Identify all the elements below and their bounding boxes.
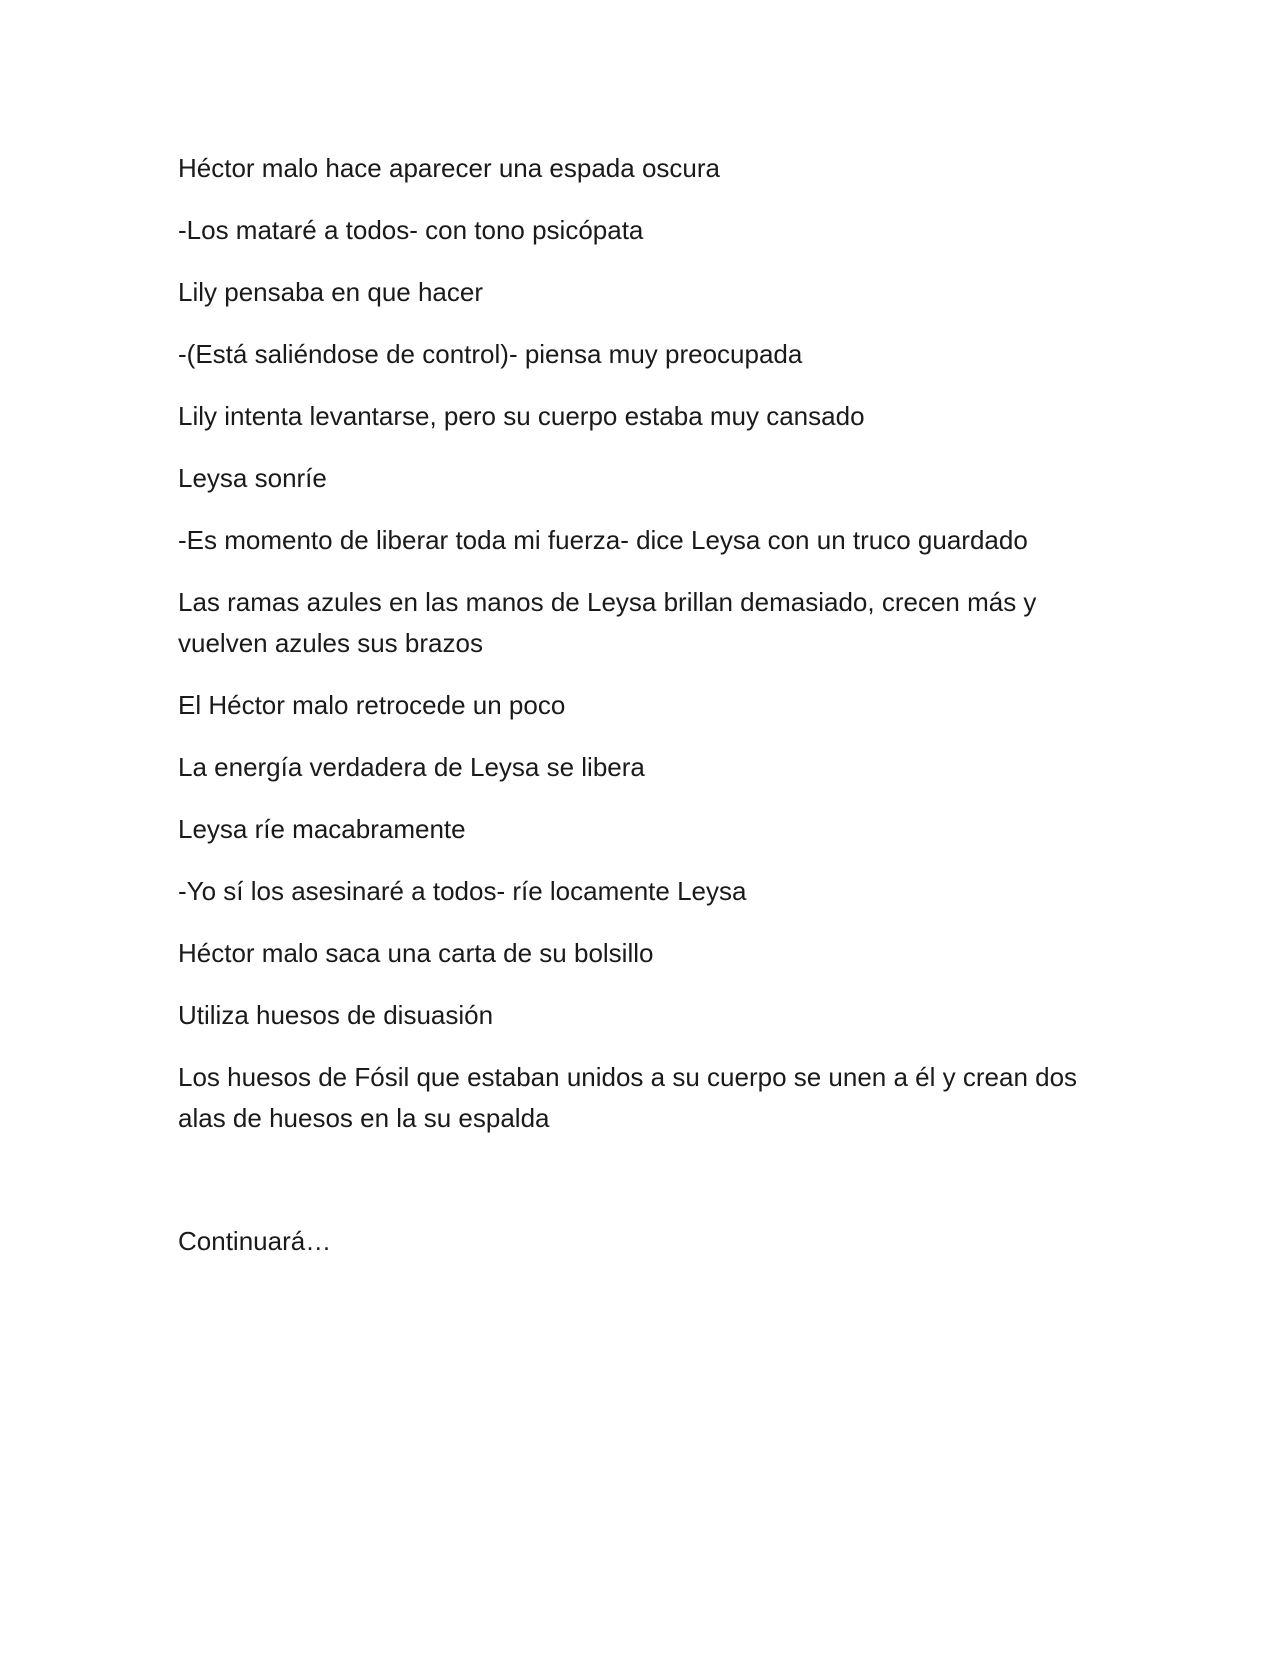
paragraph: Leysa sonríe: [178, 463, 327, 493]
paragraph: Héctor malo hace aparecer una espada oscura: [178, 153, 720, 183]
paragraph: -(Está saliéndose de control)- piensa muy preocupada: [178, 339, 803, 369]
paragraph: Lily pensaba en que hacer: [178, 277, 484, 307]
paragraph: Lily intenta levantarse, pero su cuerpo estaba muy cansado: [178, 401, 865, 431]
paragraph: Héctor malo saca una carta de su bolsillo: [178, 938, 654, 968]
paragraph: -Los mataré a todos- con tono psicópata: [178, 215, 644, 245]
ending-text: Continuará…: [178, 1226, 332, 1256]
paragraph: Las ramas azules en las manos de Leysa brillan demasiado, crecen más y vuelven azules sus brazos: [178, 587, 1037, 658]
paragraph: El Héctor malo retrocede un poco: [178, 690, 566, 720]
document-body: [178, 148, 1098, 1283]
paragraph: Los huesos de Fósil que estaban unidos a su cuerpo se unen a él y crean dos alas de huesos en la su espalda: [178, 1062, 1078, 1133]
paragraph: Utiliza huesos de disuasión: [178, 1000, 494, 1030]
paragraph: -Es momento de liberar toda mi fuerza- dice Leysa con un truco guardado: [178, 525, 1028, 555]
paragraph: La energía verdadera de Leysa se libera: [178, 752, 645, 782]
paragraph: Leysa ríe macabramente: [178, 814, 466, 844]
paragraph: -Yo sí los asesinaré a todos- ríe locamente Leysa: [178, 876, 747, 906]
